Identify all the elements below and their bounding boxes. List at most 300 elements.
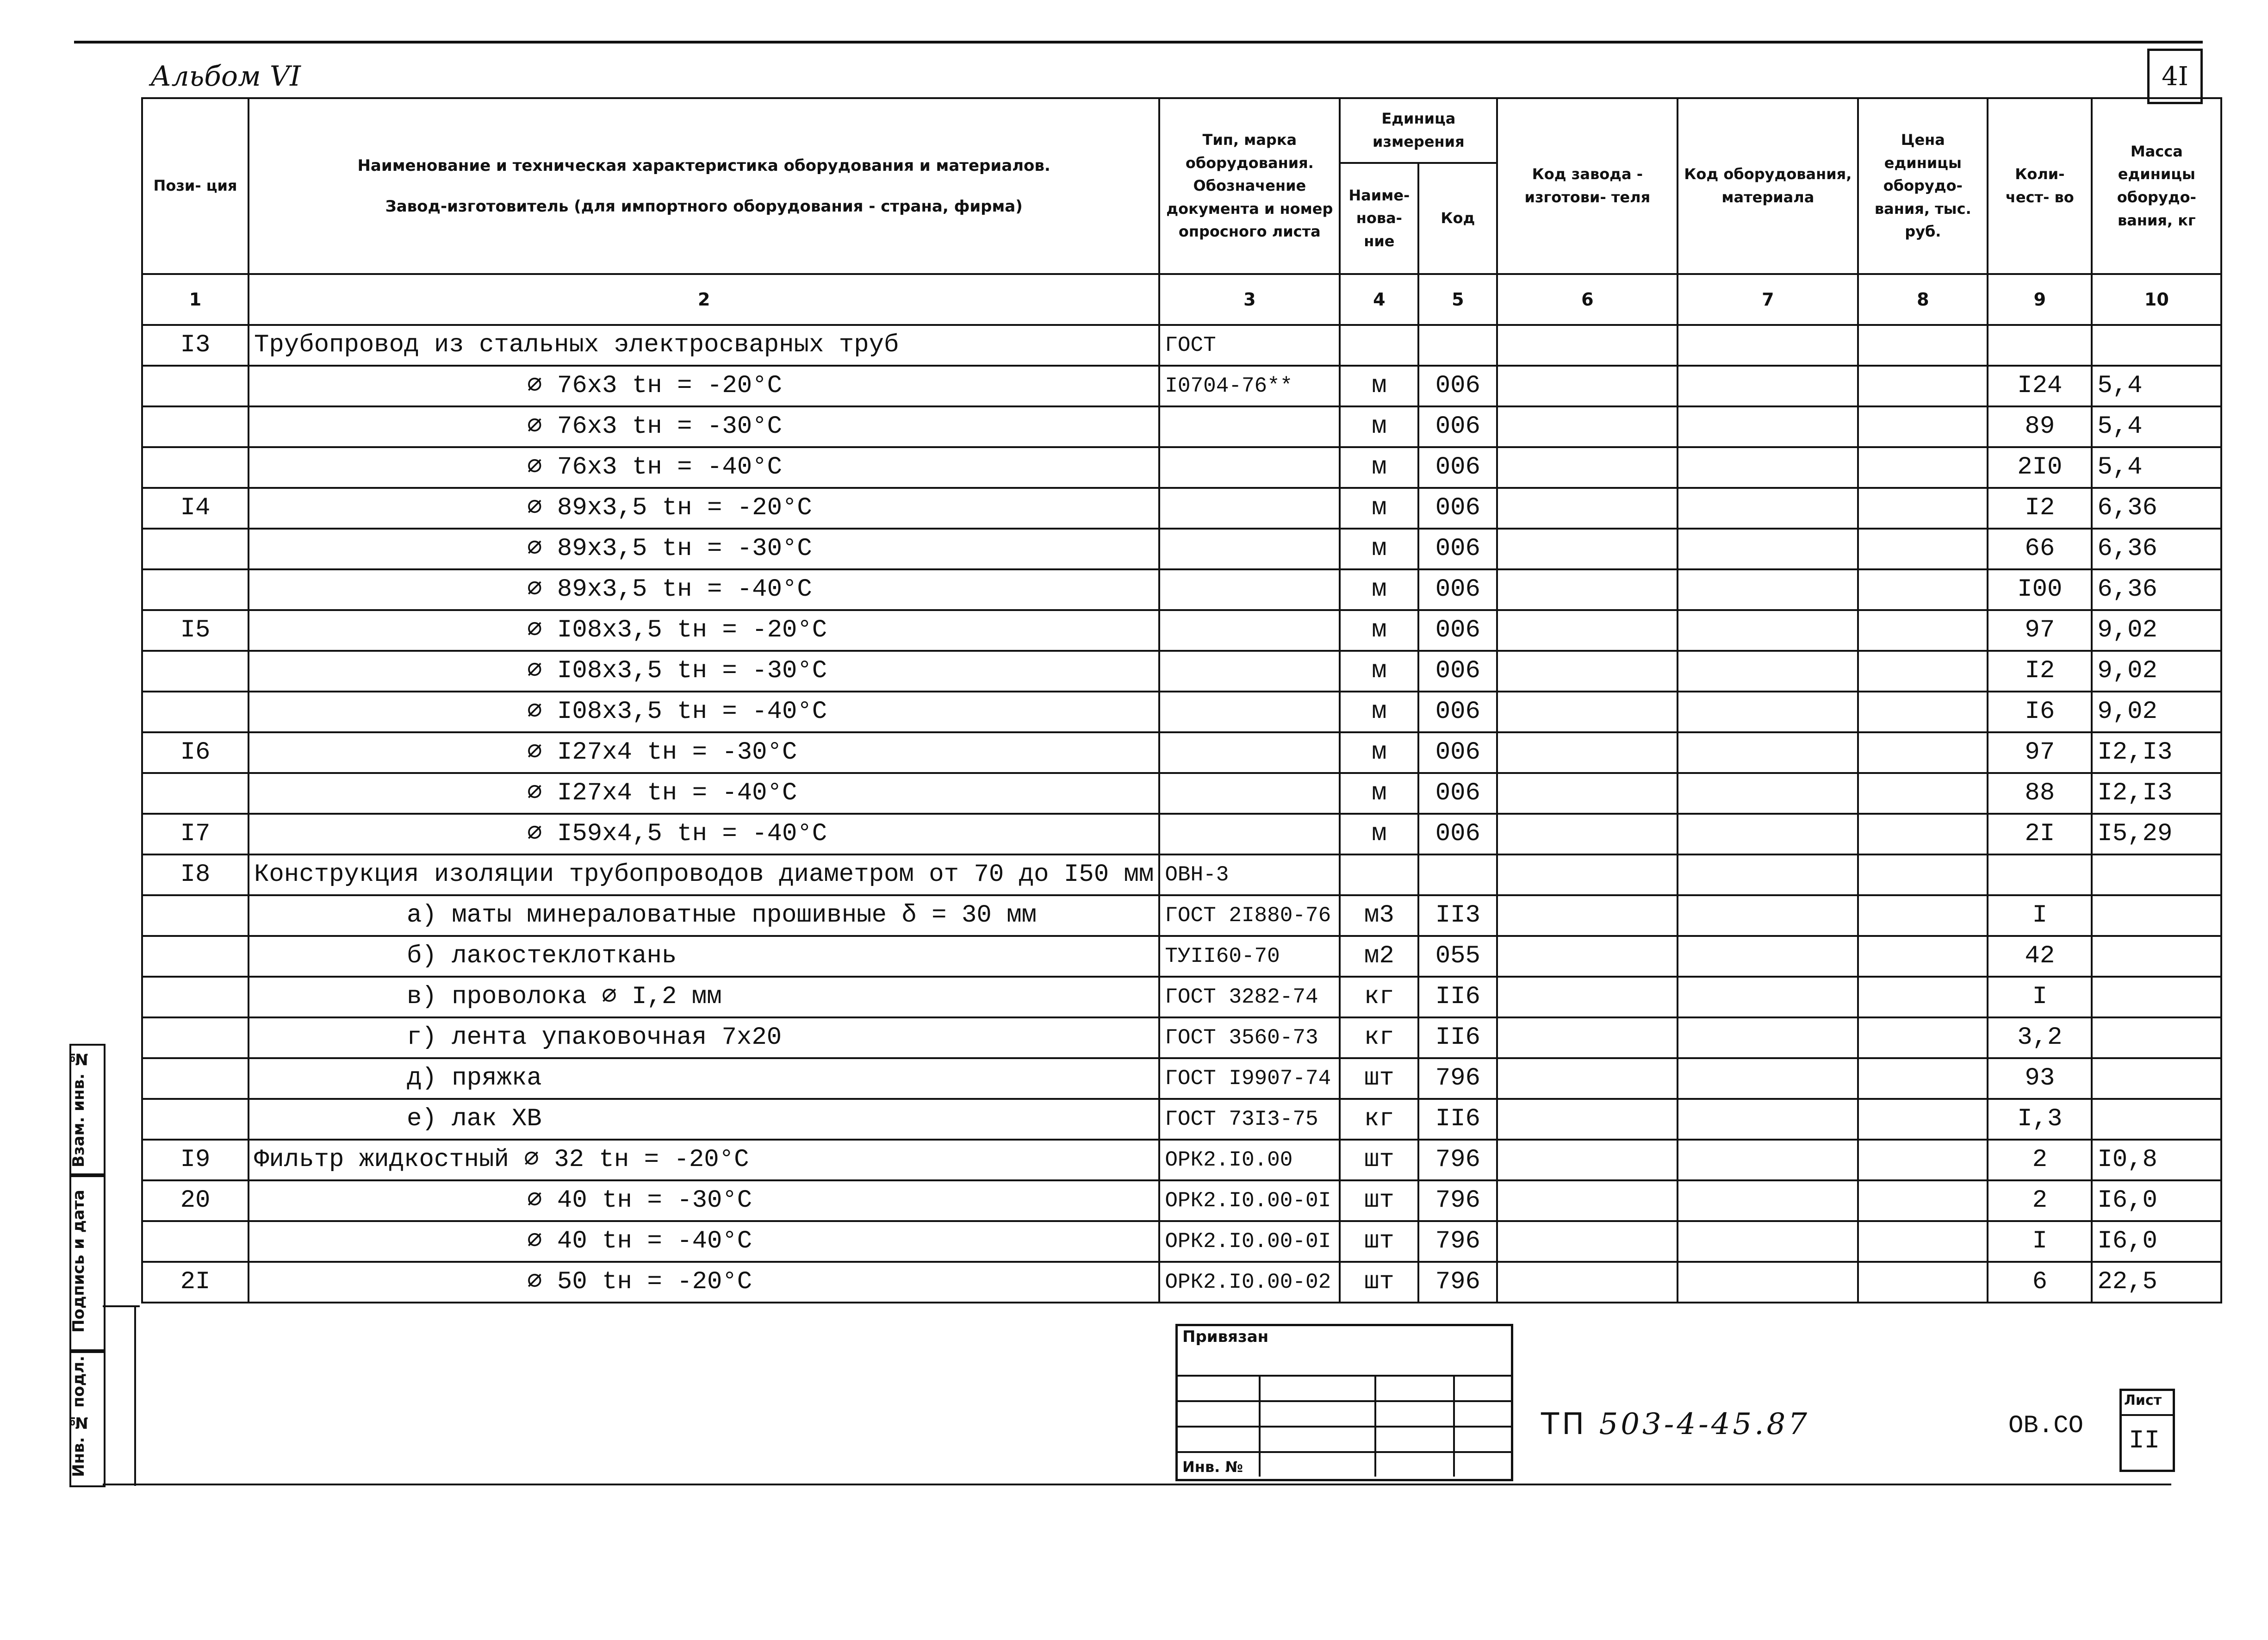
material-code-cell	[1678, 977, 1858, 1017]
unit-cell: м	[1340, 406, 1418, 447]
factory-code-cell	[1497, 895, 1678, 936]
name-cell: Фильтр жидкостный ⌀ 32 tн = -20°C	[249, 1140, 1159, 1180]
material-code-cell	[1678, 366, 1858, 406]
name-cell: е) лак ХВ	[249, 1099, 1159, 1140]
mass-cell	[2092, 977, 2221, 1017]
price-cell	[1858, 1180, 1988, 1221]
mass-cell	[2092, 325, 2221, 366]
factory-code-cell	[1497, 610, 1678, 651]
doc-cell: ОРК2.I0.00	[1159, 1140, 1340, 1180]
name-cell: ⌀ 40 tн = -30°C	[249, 1180, 1159, 1221]
column-number: 3	[1159, 274, 1340, 325]
mass-cell	[2092, 1017, 2221, 1058]
factory-code-cell	[1497, 366, 1678, 406]
mass-cell	[2092, 1099, 2221, 1140]
table-row	[142, 1221, 2221, 1262]
price-cell	[1858, 814, 1988, 854]
column-number: 4	[1340, 274, 1418, 325]
factory-code-cell	[1497, 692, 1678, 732]
material-code-cell	[1678, 773, 1858, 814]
name-cell: ⌀ I59х4,5 tн = -40°C	[249, 814, 1159, 854]
quantity-cell: 3,2	[1988, 1017, 2092, 1058]
unit-code-cell: 796	[1418, 1140, 1497, 1180]
table-row	[142, 977, 2221, 1017]
doc-cell	[1159, 488, 1340, 529]
unit-cell: шт	[1340, 1262, 1418, 1303]
price-cell	[1858, 325, 1988, 366]
unit-cell: м	[1340, 447, 1418, 488]
position-cell	[142, 1099, 249, 1140]
price-cell	[1858, 895, 1988, 936]
unit-cell: шт	[1340, 1140, 1418, 1180]
unit-cell: шт	[1340, 1180, 1418, 1221]
price-cell	[1858, 854, 1988, 895]
mass-cell: I2,I3	[2092, 732, 2221, 773]
doc-cell	[1159, 692, 1340, 732]
material-code-cell	[1678, 1058, 1858, 1099]
quantity-cell: I	[1988, 977, 2092, 1017]
name-cell: ⌀ I08х3,5 tн = -20°C	[249, 610, 1159, 651]
table-rows	[142, 325, 2221, 1303]
position-cell	[142, 692, 249, 732]
position-cell	[142, 1058, 249, 1099]
material-code-cell	[1678, 569, 1858, 610]
material-code-cell	[1678, 610, 1858, 651]
position-cell: 2I	[142, 1262, 249, 1303]
position-cell	[142, 1221, 249, 1262]
mass-cell	[2092, 854, 2221, 895]
price-cell	[1858, 936, 1988, 977]
unit-cell: кг	[1340, 977, 1418, 1017]
name-cell: ⌀ 50 tн = -20°C	[249, 1262, 1159, 1303]
doc-cell	[1159, 610, 1340, 651]
factory-code-cell	[1497, 651, 1678, 692]
quantity-cell: I00	[1988, 569, 2092, 610]
column-number: 1	[142, 274, 249, 325]
unit-code-cell: 006	[1418, 366, 1497, 406]
quantity-cell: I2	[1988, 488, 2092, 529]
name-cell: ⌀ 76х3 tн = -30°C	[249, 406, 1159, 447]
tb-line	[1175, 1426, 1511, 1428]
column-number: 8	[1858, 274, 1988, 325]
position-cell: I7	[142, 814, 249, 854]
table-row	[142, 366, 2221, 406]
table-row	[142, 610, 2221, 651]
factory-code-cell	[1497, 406, 1678, 447]
header-quantity: Коли- чест- во	[1988, 98, 2092, 274]
name-cell: а) маты минераловатные прошивные δ = 30 мм	[249, 895, 1159, 936]
unit-cell: шт	[1340, 1058, 1418, 1099]
name-cell: ⌀ I08х3,5 tн = -30°C	[249, 651, 1159, 692]
sheet-number: II	[2129, 1426, 2160, 1455]
doc-number-value: 503-4-45.87	[1599, 1407, 1810, 1441]
material-code-cell	[1678, 814, 1858, 854]
quantity-cell: 93	[1988, 1058, 2092, 1099]
factory-code-cell	[1497, 1058, 1678, 1099]
quantity-cell: I24	[1988, 366, 2092, 406]
price-cell	[1858, 651, 1988, 692]
quantity-cell: 2I	[1988, 814, 2092, 854]
mass-cell: I6,0	[2092, 1221, 2221, 1262]
unit-cell: м	[1340, 488, 1418, 529]
table-row	[142, 1140, 2221, 1180]
sheet-line	[2119, 1414, 2173, 1416]
doc-cell	[1159, 651, 1340, 692]
price-cell	[1858, 1140, 1988, 1180]
unit-cell: м	[1340, 732, 1418, 773]
factory-code-cell	[1497, 1262, 1678, 1303]
mass-cell: I0,8	[2092, 1140, 2221, 1180]
stamp-podpis: Подпись и дата	[69, 1190, 88, 1333]
position-cell	[142, 366, 249, 406]
position-cell	[142, 651, 249, 692]
factory-code-cell	[1497, 1140, 1678, 1180]
position-cell	[142, 773, 249, 814]
factory-code-cell	[1497, 977, 1678, 1017]
table-row	[142, 1058, 2221, 1099]
mass-cell: 22,5	[2092, 1262, 2221, 1303]
quantity-cell	[1988, 854, 2092, 895]
doc-cell: ГОСТ 3282-74	[1159, 977, 1340, 1017]
material-code-cell	[1678, 1017, 1858, 1058]
column-number-row	[142, 274, 2221, 325]
column-number: 10	[2092, 274, 2221, 325]
unit-code-cell: 006	[1418, 569, 1497, 610]
column-number: 6	[1497, 274, 1678, 325]
doc-cell: ОРК2.I0.00-0I	[1159, 1180, 1340, 1221]
header-factory-code: Код завода - изготови- теля	[1497, 98, 1678, 274]
factory-code-cell	[1497, 447, 1678, 488]
name-cell: в) проволока ⌀ I,2 мм	[249, 977, 1159, 1017]
doc-cell: ТУII60-70	[1159, 936, 1340, 977]
quantity-cell: 97	[1988, 732, 2092, 773]
factory-code-cell	[1497, 773, 1678, 814]
table-row	[142, 325, 2221, 366]
mass-cell: 5,4	[2092, 447, 2221, 488]
quantity-cell: I	[1988, 1221, 2092, 1262]
table-row	[142, 732, 2221, 773]
material-code-cell	[1678, 936, 1858, 977]
header-position: Пози- ция	[142, 98, 249, 274]
mass-cell	[2092, 1058, 2221, 1099]
mass-cell: I6,0	[2092, 1180, 2221, 1221]
table-row	[142, 692, 2221, 732]
material-code-cell	[1678, 1140, 1858, 1180]
factory-code-cell	[1497, 1180, 1678, 1221]
position-cell	[142, 406, 249, 447]
unit-cell	[1340, 854, 1418, 895]
header-price: Цена единицы оборудо- вания, тыс. руб.	[1858, 98, 1988, 274]
bottom-border-line	[103, 1484, 2171, 1485]
price-cell	[1858, 366, 1988, 406]
unit-cell: м	[1340, 610, 1418, 651]
unit-code-cell: 006	[1418, 651, 1497, 692]
quantity-cell: I2	[1988, 651, 2092, 692]
factory-code-cell	[1497, 936, 1678, 977]
material-code-cell	[1678, 488, 1858, 529]
unit-code-cell: 006	[1418, 447, 1497, 488]
header-unit-code: Код	[1418, 163, 1497, 274]
sheet-label: Лист	[2124, 1392, 2162, 1409]
unit-cell	[1340, 325, 1418, 366]
position-cell: I4	[142, 488, 249, 529]
doc-cell	[1159, 773, 1340, 814]
name-cell: ⌀ 40 tн = -40°C	[249, 1221, 1159, 1262]
table-row	[142, 488, 2221, 529]
mass-cell: 5,4	[2092, 406, 2221, 447]
unit-code-cell: II6	[1418, 977, 1497, 1017]
price-cell	[1858, 1017, 1988, 1058]
factory-code-cell	[1497, 1221, 1678, 1262]
position-cell: I3	[142, 325, 249, 366]
table-row	[142, 895, 2221, 936]
material-code-cell	[1678, 1099, 1858, 1140]
unit-code-cell: 006	[1418, 732, 1497, 773]
quantity-cell: I	[1988, 895, 2092, 936]
stamp-vzam: Взам. инв. №	[69, 1049, 88, 1168]
doc-cell: I0704-76**	[1159, 366, 1340, 406]
position-cell	[142, 936, 249, 977]
stamp-inv-podl: Инв. № подл.	[69, 1355, 88, 1478]
page-number: 4I	[2147, 49, 2203, 104]
doc-cell: ГОСТ 73I3-75	[1159, 1099, 1340, 1140]
table-row	[142, 406, 2221, 447]
mass-cell: 9,02	[2092, 651, 2221, 692]
unit-cell: шт	[1340, 1221, 1418, 1262]
quantity-cell: 2	[1988, 1180, 2092, 1221]
unit-code-cell: 796	[1418, 1058, 1497, 1099]
unit-code-cell: 796	[1418, 1221, 1497, 1262]
doc-cell	[1159, 732, 1340, 773]
tb-line	[1175, 1375, 1511, 1377]
factory-code-cell	[1497, 732, 1678, 773]
mass-cell: 9,02	[2092, 692, 2221, 732]
unit-code-cell: II3	[1418, 895, 1497, 936]
unit-cell: м	[1340, 651, 1418, 692]
unit-cell: кг	[1340, 1017, 1418, 1058]
name-cell: ⌀ 89х3,5 tн = -20°C	[249, 488, 1159, 529]
unit-code-cell: 006	[1418, 814, 1497, 854]
position-cell	[142, 977, 249, 1017]
top-border-line	[74, 41, 2203, 44]
unit-cell: кг	[1340, 1099, 1418, 1140]
factory-code-cell	[1497, 1099, 1678, 1140]
table-row	[142, 569, 2221, 610]
document-suffix: ОВ.СО	[2008, 1412, 2084, 1440]
material-code-cell	[1678, 447, 1858, 488]
factory-code-cell	[1497, 814, 1678, 854]
name-cell: ⌀ 89х3,5 tн = -30°C	[249, 529, 1159, 569]
unit-cell: м	[1340, 814, 1418, 854]
factory-code-cell	[1497, 488, 1678, 529]
material-code-cell	[1678, 692, 1858, 732]
name-cell: Конструкция изоляции трубопроводов диаметром от 70 до I50 мм	[249, 854, 1159, 895]
material-code-cell	[1678, 895, 1858, 936]
mass-cell	[2092, 936, 2221, 977]
header-unit-name: Наиме- нова- ние	[1340, 163, 1418, 274]
table-row	[142, 936, 2221, 977]
tb-vline	[1374, 1375, 1376, 1477]
unit-code-cell: 006	[1418, 773, 1497, 814]
doc-cell: ГОСТ	[1159, 325, 1340, 366]
doc-cell: ОВН-3	[1159, 854, 1340, 895]
doc-cell: ОРК2.I0.00-0I	[1159, 1221, 1340, 1262]
name-cell: ⌀ 76х3 tн = -40°C	[249, 447, 1159, 488]
factory-code-cell	[1497, 325, 1678, 366]
table-row	[142, 1017, 2221, 1058]
unit-code-cell: 055	[1418, 936, 1497, 977]
name-cell: ⌀ 89х3,5 tн = -40°C	[249, 569, 1159, 610]
mass-cell: 6,36	[2092, 488, 2221, 529]
table-row	[142, 1262, 2221, 1303]
header-name	[249, 98, 1159, 274]
unit-code-cell: 796	[1418, 1262, 1497, 1303]
header-name-line1: Наименование и техническая характеристика оборудования и материалов.	[357, 156, 1050, 175]
material-code-cell	[1678, 1180, 1858, 1221]
title-block-privyazan	[1175, 1324, 1513, 1481]
unit-code-cell	[1418, 854, 1497, 895]
tb-vline	[1259, 1375, 1261, 1477]
doc-cell	[1159, 569, 1340, 610]
doc-cell: ОРК2.I0.00-02	[1159, 1262, 1340, 1303]
mass-cell: 6,36	[2092, 569, 2221, 610]
tb-line	[1175, 1451, 1511, 1453]
column-number: 2	[249, 274, 1159, 325]
name-cell: Трубопровод из стальных электросварных труб	[249, 325, 1159, 366]
position-cell: 20	[142, 1180, 249, 1221]
name-cell: ⌀ I27х4 tн = -40°C	[249, 773, 1159, 814]
table-row	[142, 773, 2221, 814]
unit-code-cell: 006	[1418, 529, 1497, 569]
table-row	[142, 1180, 2221, 1221]
unit-code-cell: 006	[1418, 692, 1497, 732]
quantity-cell: I6	[1988, 692, 2092, 732]
column-number: 9	[1988, 274, 2092, 325]
unit-code-cell	[1418, 325, 1497, 366]
price-cell	[1858, 977, 1988, 1017]
price-cell	[1858, 447, 1988, 488]
column-number: 7	[1678, 274, 1858, 325]
quantity-cell	[1988, 325, 2092, 366]
quantity-cell: 42	[1988, 936, 2092, 977]
factory-code-cell	[1497, 529, 1678, 569]
header-unit: Единица измерения	[1340, 98, 1497, 163]
name-cell: г) лента упаковочная 7х20	[249, 1017, 1159, 1058]
material-code-cell	[1678, 854, 1858, 895]
price-cell	[1858, 1058, 1988, 1099]
unit-cell: м	[1340, 569, 1418, 610]
price-cell	[1858, 732, 1988, 773]
quantity-cell: I,3	[1988, 1099, 2092, 1140]
doc-cell	[1159, 814, 1340, 854]
mass-cell: I5,29	[2092, 814, 2221, 854]
table-row	[142, 651, 2221, 692]
table-row	[142, 1099, 2221, 1140]
unit-cell: м3	[1340, 895, 1418, 936]
price-cell	[1858, 529, 1988, 569]
table-row	[142, 814, 2221, 854]
table-row	[142, 529, 2221, 569]
factory-code-cell	[1497, 1017, 1678, 1058]
document-number	[1541, 1407, 1810, 1441]
quantity-cell: 6	[1988, 1262, 2092, 1303]
material-code-cell	[1678, 651, 1858, 692]
mass-cell: I2,I3	[2092, 773, 2221, 814]
price-cell	[1858, 610, 1988, 651]
position-cell: I9	[142, 1140, 249, 1180]
material-code-cell	[1678, 406, 1858, 447]
margin-vline	[134, 1305, 136, 1486]
unit-cell: м	[1340, 529, 1418, 569]
mass-cell	[2092, 895, 2221, 936]
inv-number-label: Инв. №	[1182, 1458, 1243, 1476]
quantity-cell: 88	[1988, 773, 2092, 814]
unit-cell: м2	[1340, 936, 1418, 977]
position-cell: I6	[142, 732, 249, 773]
album-label: Альбом VI	[150, 60, 301, 93]
position-cell: I5	[142, 610, 249, 651]
header-mass: Масса единицы оборудо- вания, кг	[2092, 98, 2221, 274]
price-cell	[1858, 406, 1988, 447]
quantity-cell: 2	[1988, 1140, 2092, 1180]
position-cell	[142, 447, 249, 488]
price-cell	[1858, 773, 1988, 814]
name-cell: ⌀ I27х4 tн = -30°C	[249, 732, 1159, 773]
header-name-line2: Завод-изготовитель (для импортного оборудования - страна, фирма)	[385, 197, 1023, 216]
doc-cell	[1159, 406, 1340, 447]
quantity-cell: 66	[1988, 529, 2092, 569]
position-cell	[142, 1017, 249, 1058]
position-cell	[142, 895, 249, 936]
header-type: Тип, марка оборудования. Обозначение документа и номер опросного листа	[1159, 98, 1340, 274]
quantity-cell: 97	[1988, 610, 2092, 651]
name-cell: д) пряжка	[249, 1058, 1159, 1099]
unit-code-cell: 796	[1418, 1180, 1497, 1221]
name-cell: б) лакостеклоткань	[249, 936, 1159, 977]
header-material-code: Код оборудования, материала	[1678, 98, 1858, 274]
unit-cell: м	[1340, 773, 1418, 814]
position-cell	[142, 529, 249, 569]
price-cell	[1858, 1262, 1988, 1303]
doc-cell	[1159, 447, 1340, 488]
tb-line	[1175, 1400, 1511, 1402]
unit-cell: м	[1340, 692, 1418, 732]
doc-cell	[1159, 529, 1340, 569]
material-code-cell	[1678, 1221, 1858, 1262]
position-cell: I8	[142, 854, 249, 895]
table-row	[142, 447, 2221, 488]
mass-cell: 9,02	[2092, 610, 2221, 651]
doc-cell: ГОСТ 3560-73	[1159, 1017, 1340, 1058]
price-cell	[1858, 1221, 1988, 1262]
tb-vline	[1453, 1375, 1455, 1477]
quantity-cell: 2I0	[1988, 447, 2092, 488]
unit-cell: м	[1340, 366, 1418, 406]
unit-code-cell: II6	[1418, 1017, 1497, 1058]
table-row	[142, 854, 2221, 895]
position-cell	[142, 569, 249, 610]
material-code-cell	[1678, 732, 1858, 773]
doc-cell: ГОСТ 2I880-76	[1159, 895, 1340, 936]
mass-cell: 6,36	[2092, 529, 2221, 569]
name-cell: ⌀ 76х3 tн = -20°C	[249, 366, 1159, 406]
unit-code-cell: 006	[1418, 406, 1497, 447]
name-cell: ⌀ I08х3,5 tн = -40°C	[249, 692, 1159, 732]
specification-table	[141, 97, 2222, 1303]
material-code-cell	[1678, 325, 1858, 366]
factory-code-cell	[1497, 854, 1678, 895]
privyazan-label: Привязан	[1182, 1328, 1269, 1346]
